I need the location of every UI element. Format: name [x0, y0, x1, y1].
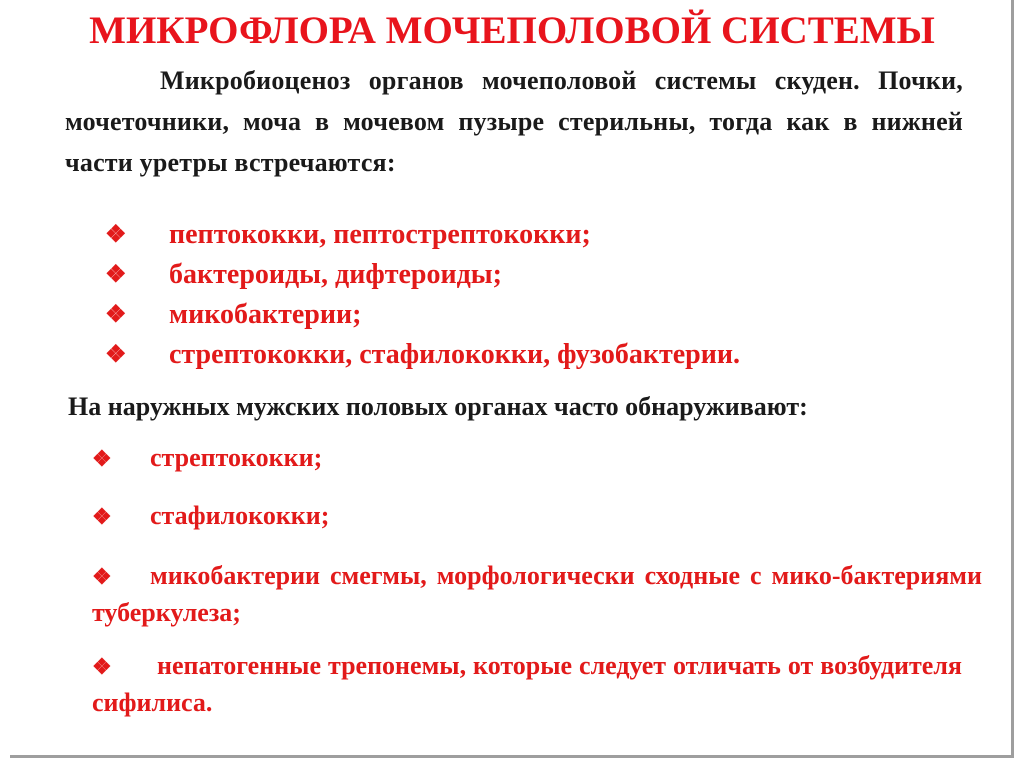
- list-item-text: непатогенные трепонемы, которые следует отличать от возбудителя сифилиса.: [92, 651, 962, 717]
- list-item-text: микобактерии смегмы, морфологически сходные с мико-бактериями туберкулеза;: [92, 561, 982, 627]
- list-item: [92, 648, 962, 721]
- section-heading: На наружных мужских половых органах часто обнаруживают:: [68, 392, 808, 421]
- slide-title: МИКРОФЛОРА МОЧЕПОЛОВОЙ СИСТЕМЫ: [89, 9, 935, 52]
- urethra-microflora-list: [105, 215, 985, 375]
- list-item-text: стафилококки;: [150, 501, 330, 530]
- list-item: [92, 498, 329, 535]
- diamond-bullet-icon: ❖: [105, 262, 127, 288]
- intro-paragraph: Микробиоценоз органов мочеполовой системы скуден. Почки, мочеточники, моча в мочевом пузыре стерильны, тогда как в нижней части уретры встречаются:: [65, 66, 963, 177]
- list-item-text: микобактерии;: [169, 299, 362, 330]
- diamond-bullet-icon: ❖: [92, 504, 112, 529]
- list-item-text: стрептококки;: [150, 443, 323, 472]
- list-item: [105, 295, 985, 335]
- diamond-bullet-icon: ❖: [92, 446, 112, 471]
- list-item: [105, 215, 985, 255]
- diamond-bullet-icon: ❖: [105, 222, 127, 248]
- list-item-text: пептококки, пептострептококки;: [169, 219, 591, 250]
- diamond-bullet-icon: ❖: [92, 654, 112, 679]
- diamond-bullet-icon: ❖: [92, 564, 112, 589]
- list-item: [105, 255, 985, 295]
- slide: [10, 0, 1014, 758]
- list-item-text: бактероиды, дифтероиды;: [169, 259, 502, 290]
- list-item: [105, 335, 985, 375]
- list-item-text: стрептококки, стафилококки, фузобактерии.: [169, 339, 741, 370]
- diamond-bullet-icon: ❖: [105, 342, 127, 368]
- list-item: [92, 440, 322, 477]
- diamond-bullet-icon: ❖: [105, 302, 127, 328]
- list-item: [92, 558, 982, 631]
